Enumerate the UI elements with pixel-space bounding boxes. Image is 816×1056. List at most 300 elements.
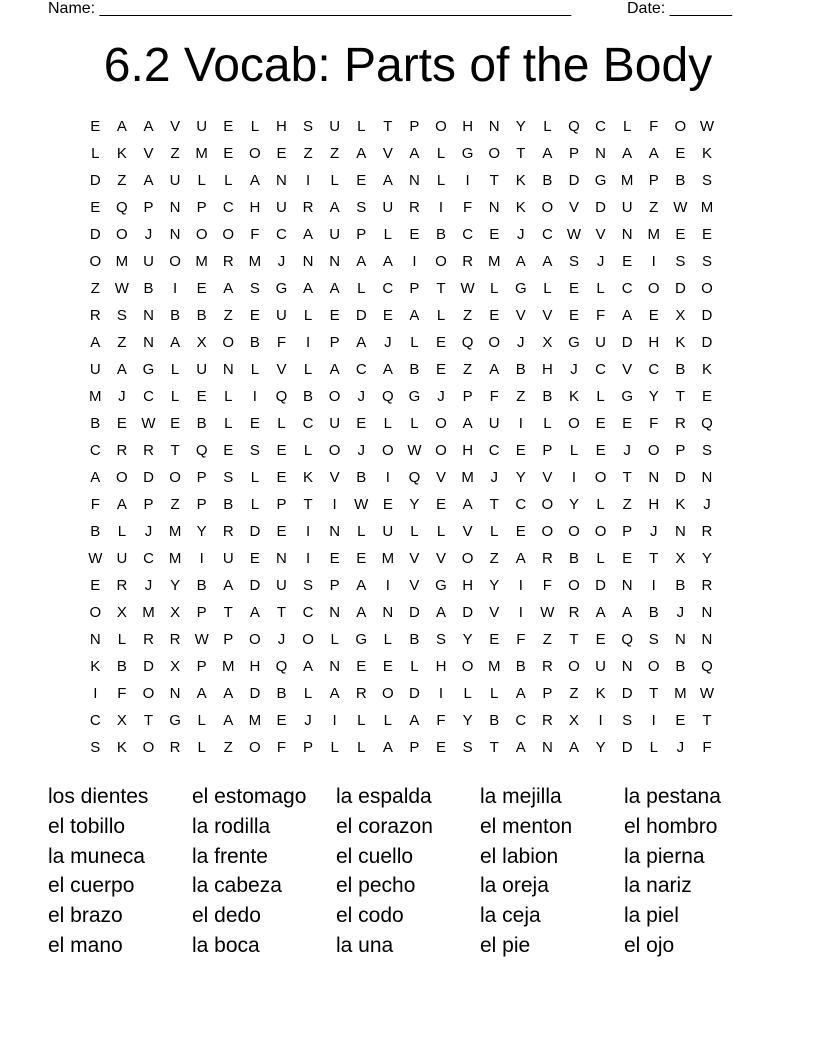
grid-letter: L — [436, 172, 446, 189]
word-bank-item: la muneca — [48, 844, 145, 868]
grid-letter: P — [329, 577, 340, 594]
grid-letter: N — [674, 631, 686, 648]
grid-letter: Y — [409, 496, 420, 513]
grid-letter: A — [223, 685, 234, 702]
word-bank-item: la oreja — [480, 874, 549, 898]
grid-letter: D — [143, 469, 154, 486]
grid-letter: I — [305, 523, 311, 540]
word-bank-item: el mano — [48, 933, 123, 957]
word-bank-item: la espalda — [336, 785, 432, 808]
grid-letter: K — [675, 496, 686, 513]
grid-letter: P — [143, 199, 154, 216]
grid-letter: G — [142, 361, 155, 378]
word-bank-item: la boca — [192, 933, 260, 957]
grid-letter: V — [436, 469, 447, 486]
grid-letter: N — [276, 550, 287, 567]
grid-letter: I — [518, 415, 523, 432]
grid-letter: A — [196, 685, 207, 702]
grid-letter: R — [568, 604, 580, 621]
grid-letter: I — [305, 550, 311, 567]
grid-letter: R — [541, 658, 553, 675]
grid-letter: D — [595, 577, 606, 594]
grid-letter: M — [168, 550, 182, 567]
grid-letter: V — [542, 307, 553, 324]
grid-letter: Z — [117, 172, 127, 189]
word-bank-item: el ojo — [624, 933, 675, 957]
grid-letter: E — [90, 199, 101, 216]
grid-letter: A — [249, 604, 260, 621]
grid-letter: V — [436, 550, 447, 567]
grid-letter: A — [170, 334, 181, 351]
grid-letter: Q — [408, 469, 421, 486]
grid-letter: I — [332, 712, 337, 729]
grid-letter: E — [329, 307, 340, 324]
grid-letter: O — [381, 442, 394, 459]
grid-letter: E — [223, 118, 234, 135]
grid-letter: T — [489, 496, 499, 513]
grid-letter: L — [596, 550, 605, 567]
grid-letter: N — [329, 523, 341, 540]
grid-letter: A — [622, 604, 633, 621]
grid-letter: V — [276, 361, 287, 378]
grid-letter: A — [356, 253, 367, 270]
grid-letter: P — [303, 739, 314, 756]
grid-row — [82, 113, 742, 140]
grid-letter: O — [461, 658, 474, 675]
grid-letter: Y — [462, 631, 473, 648]
grid-letter: D — [621, 334, 633, 351]
grid-letter: A — [223, 712, 234, 729]
grid-letter: M — [700, 199, 714, 216]
grid-letter: X — [196, 334, 207, 351]
grid-letter: A — [515, 550, 526, 567]
grid-letter: O — [674, 118, 687, 135]
grid-letter: V — [409, 577, 420, 594]
grid-letter: A — [303, 658, 314, 675]
grid-letter: G — [435, 577, 447, 594]
grid-letter: L — [117, 523, 127, 540]
grid-letter: M — [487, 253, 501, 270]
grid-letter: H — [462, 577, 474, 594]
grid-letter: A — [356, 577, 367, 594]
grid-letter: Y — [515, 118, 526, 135]
grid-letter: A — [143, 118, 154, 135]
grid-letter: B — [409, 631, 420, 648]
grid-letter: Y — [568, 496, 579, 513]
grid-letter: O — [116, 469, 128, 486]
grid-letter: L — [250, 361, 260, 378]
grid-letter: O — [568, 658, 580, 675]
word-bank-item: el brazo — [48, 904, 123, 928]
grid-letter: F — [276, 334, 287, 351]
word-bank-item: el codo — [336, 904, 404, 928]
grid-letter: D — [409, 685, 420, 702]
grid-letter: L — [197, 172, 206, 189]
grid-letter: T — [649, 685, 659, 702]
grid-letter: L — [436, 145, 446, 162]
grid-letter: C — [143, 388, 154, 405]
grid-letter: W — [407, 442, 422, 459]
grid-letter: I — [518, 604, 523, 621]
grid-letter: L — [543, 415, 552, 432]
grid-letter: S — [701, 442, 712, 459]
grid-letter: M — [142, 604, 155, 621]
grid-letter: O — [249, 739, 261, 756]
grid-letter: M — [674, 685, 687, 702]
grid-letter: E — [595, 631, 606, 648]
grid-row — [82, 734, 742, 761]
grid-letter: L — [170, 388, 180, 405]
grid-letter: K — [515, 199, 526, 216]
grid-letter: S — [303, 118, 314, 135]
grid-letter: L — [383, 712, 392, 729]
grid-letter: A — [116, 118, 127, 135]
grid-letter: C — [488, 442, 500, 459]
grid-letter: C — [89, 442, 101, 459]
grid-letter: N — [488, 118, 500, 135]
grid-letter: O — [222, 334, 235, 351]
grid-letter: O — [249, 631, 261, 648]
grid-letter: V — [622, 361, 633, 378]
grid-letter: S — [116, 307, 127, 324]
page-title: 6.2 Vocab: Parts of the Body — [103, 39, 713, 92]
word-column — [624, 782, 768, 961]
grid-letter: P — [675, 442, 686, 459]
grid-letter: I — [252, 388, 257, 405]
grid-letter: I — [651, 253, 656, 270]
grid-letter: A — [542, 145, 553, 162]
grid-letter: T — [143, 712, 154, 729]
grid-letter: U — [329, 226, 341, 243]
grid-letter: P — [196, 496, 207, 513]
grid-letter: R — [169, 631, 181, 648]
grid-letter: A — [329, 280, 340, 297]
grid-letter: C — [302, 415, 314, 432]
grid-row — [82, 599, 742, 626]
grid-letter: P — [143, 496, 154, 513]
grid-letter: R — [541, 712, 553, 729]
grid-letter: T — [516, 145, 526, 162]
grid-letter: Q — [621, 631, 633, 648]
grid-letter: U — [196, 361, 208, 378]
grid-letter: F — [489, 388, 499, 405]
grid-letter: J — [623, 442, 631, 459]
grid-letter: X — [542, 334, 553, 351]
grid-letter: O — [541, 496, 554, 513]
grid-letter: O — [222, 226, 235, 243]
grid-letter: Q — [701, 658, 713, 675]
grid-letter: L — [596, 280, 605, 297]
grid-letter: T — [622, 469, 632, 486]
grid-letter: F — [117, 685, 127, 702]
grid-letter: E — [595, 442, 606, 459]
grid-letter: D — [89, 226, 101, 243]
grid-letter: Y — [648, 388, 659, 405]
grid-letter: N — [169, 226, 181, 243]
grid-letter: A — [462, 496, 473, 513]
grid-letter: E — [515, 442, 526, 459]
grid-letter: B — [90, 415, 101, 432]
grid-letter: D — [674, 469, 686, 486]
grid-letter: Y — [170, 577, 181, 594]
grid-letter: Q — [195, 442, 208, 459]
grid-letter: E — [196, 388, 207, 405]
grid-letter: C — [595, 118, 606, 135]
grid-letter: I — [93, 685, 98, 702]
grid-letter: E — [90, 577, 101, 594]
grid-letter: T — [489, 739, 499, 756]
grid-letter: A — [409, 307, 420, 324]
grid-letter: S — [90, 739, 101, 756]
grid-letter: Z — [542, 631, 552, 648]
grid-letter: R — [222, 523, 234, 540]
grid-letter: J — [703, 496, 711, 513]
grid-letter: C — [595, 361, 606, 378]
grid-letter: N — [674, 523, 686, 540]
grid-letter: Z — [489, 550, 499, 567]
grid-letter: E — [489, 307, 500, 324]
grid-letter: B — [276, 685, 287, 702]
word-bank-item: el hombro — [624, 814, 718, 838]
grid-letter: R — [89, 307, 101, 324]
grid-letter: E — [568, 307, 579, 324]
word-column — [336, 782, 480, 961]
grid-letter: V — [409, 550, 420, 567]
grid-letter: V — [170, 118, 181, 135]
grid-letter: I — [385, 577, 390, 594]
grid-letter: B — [489, 712, 500, 729]
grid-letter: B — [648, 604, 659, 621]
grid-letter: H — [435, 658, 447, 675]
grid-letter: P — [196, 658, 207, 675]
grid-letter: E — [276, 523, 287, 540]
grid-letter: L — [410, 334, 419, 351]
grid-letter: L — [250, 118, 260, 135]
grid-letter: A — [382, 253, 393, 270]
grid-letter: B — [356, 469, 367, 486]
grid-letter: L — [277, 415, 286, 432]
grid-letter: S — [622, 712, 633, 729]
grid-letter: P — [568, 145, 579, 162]
grid-letter: A — [329, 199, 340, 216]
grid-letter: G — [275, 280, 288, 297]
grid-letter: L — [490, 685, 499, 702]
grid-letter: C — [143, 550, 154, 567]
grid-letter: E — [568, 280, 579, 297]
grid-letter: M — [222, 658, 235, 675]
grid-letter: E — [622, 415, 633, 432]
grid-letter: N — [488, 199, 500, 216]
grid-letter: S — [303, 577, 314, 594]
grid-letter: L — [410, 415, 419, 432]
grid-letter: I — [172, 280, 178, 297]
grid-letter: A — [436, 604, 447, 621]
grid-letter: D — [143, 658, 154, 675]
grid-letter: J — [144, 577, 153, 594]
grid-letter: O — [302, 631, 314, 648]
grid-letter: O — [647, 658, 660, 675]
grid-letter: I — [598, 712, 603, 729]
grid-letter: G — [461, 145, 474, 162]
grid-letter: D — [701, 307, 713, 324]
grid-letter: L — [490, 280, 499, 297]
grid-letter: J — [570, 361, 578, 378]
grid-letter: O — [116, 226, 128, 243]
word-bank-item: la ceja — [480, 904, 541, 928]
grid-letter: I — [199, 550, 204, 567]
grid-letter: B — [568, 550, 579, 567]
grid-letter: V — [329, 469, 340, 486]
grid-letter: N — [222, 361, 234, 378]
grid-letter: B — [409, 361, 420, 378]
grid-letter: C — [541, 226, 553, 243]
grid-letter: M — [168, 523, 182, 540]
grid-letter: O — [568, 577, 580, 594]
grid-letter: O — [541, 523, 554, 540]
word-column — [480, 782, 624, 961]
grid-letter: I — [465, 172, 470, 189]
grid-letter: D — [249, 523, 261, 540]
grid-letter: C — [462, 226, 474, 243]
grid-letter: A — [223, 280, 234, 297]
grid-letter: L — [117, 631, 127, 648]
grid-letter: S — [249, 442, 260, 459]
word-bank-item: la una — [336, 933, 394, 957]
grid-letter: A — [116, 496, 127, 513]
grid-letter: V — [462, 523, 473, 540]
grid-letter: T — [649, 550, 659, 567]
grid-letter: Q — [275, 658, 288, 675]
grid-letter: H — [648, 496, 660, 513]
grid-letter: E — [489, 631, 500, 648]
grid-letter: Q — [568, 118, 580, 135]
grid-letter: W — [699, 118, 715, 135]
grid-letter: L — [410, 523, 419, 540]
grid-letter: R — [169, 739, 181, 756]
grid-letter: F — [250, 226, 260, 243]
word-bank-item: el tobillo — [48, 814, 126, 838]
grid-row — [82, 194, 742, 221]
word-bank-item: los dientes — [48, 785, 149, 808]
grid-letter: P — [622, 523, 633, 540]
grid-letter: J — [277, 631, 286, 648]
grid-row — [82, 491, 742, 518]
grid-letter: O — [568, 415, 580, 432]
grid-letter: M — [381, 550, 395, 567]
grid-letter: W — [141, 415, 156, 432]
grid-letter: U — [169, 172, 181, 189]
grid-letter: L — [569, 442, 579, 459]
grid-letter: O — [647, 442, 660, 459]
grid-letter: J — [676, 739, 685, 756]
grid-letter: T — [276, 604, 287, 621]
word-bank-item: el estomago — [192, 785, 307, 808]
grid-letter: O — [435, 118, 447, 135]
grid-letter: L — [463, 685, 472, 702]
word-bank-item: el dedo — [192, 904, 261, 928]
grid-letter: O — [249, 145, 261, 162]
word-bank-item: la cabeza — [192, 874, 282, 898]
grid-letter: M — [620, 172, 634, 189]
grid-letter: L — [543, 280, 552, 297]
grid-letter: U — [488, 415, 500, 432]
grid-letter: B — [170, 307, 181, 324]
grid-letter: R — [143, 631, 154, 648]
grid-letter: E — [622, 550, 633, 567]
grid-letter: Z — [330, 145, 340, 162]
grid-row — [82, 167, 742, 194]
grid-letter: R — [116, 442, 128, 459]
grid-letter: E — [276, 145, 287, 162]
header — [48, 0, 748, 20]
grid-letter: T — [702, 712, 712, 729]
grid-row — [82, 518, 742, 545]
grid-letter: X — [170, 658, 181, 675]
grid-letter: Z — [569, 685, 579, 702]
grid-letter: P — [196, 199, 207, 216]
grid-letter: Q — [116, 199, 128, 216]
grid-letter: B — [249, 334, 260, 351]
grid-letter: A — [249, 172, 260, 189]
word-bank-item: la pestana — [624, 785, 721, 808]
grid-letter: A — [90, 469, 101, 486]
grid-letter: O — [169, 253, 181, 270]
grid-letter: O — [435, 415, 447, 432]
grid-letter: A — [356, 145, 367, 162]
grid-letter: A — [303, 226, 314, 243]
grid-letter: P — [542, 442, 553, 459]
grid-letter: J — [304, 712, 312, 729]
grid-letter: I — [412, 253, 417, 270]
word-bank-item: el pecho — [336, 874, 416, 898]
grid-letter: A — [382, 361, 393, 378]
grid-letter: A — [489, 361, 500, 378]
grid-letter: K — [116, 739, 127, 756]
word-bank — [48, 782, 768, 961]
grid-letter: E — [489, 226, 500, 243]
grid-letter: B — [675, 577, 686, 594]
grid-letter: L — [303, 685, 313, 702]
word-bank-item: el menton — [480, 814, 573, 838]
grid-letter: W — [114, 280, 129, 297]
grid-row — [82, 680, 742, 707]
grid-letter: A — [568, 739, 579, 756]
grid-letter: U — [382, 523, 394, 540]
grid-letter: L — [436, 523, 446, 540]
grid-letter: E — [701, 226, 712, 243]
grid-letter: K — [568, 388, 579, 405]
grid-letter: O — [195, 226, 208, 243]
grid-letter: C — [515, 712, 527, 729]
grid-letter: C — [355, 361, 367, 378]
grid-letter: E — [436, 739, 447, 756]
grid-letter: E — [170, 415, 181, 432]
grid-letter: L — [623, 118, 632, 135]
grid-letter: L — [224, 172, 233, 189]
grid-letter: D — [621, 739, 633, 756]
grid-letter: B — [542, 172, 553, 189]
grid-letter: A — [595, 604, 606, 621]
grid-letter: K — [595, 685, 606, 702]
grid-letter: A — [409, 712, 420, 729]
grid-letter: C — [222, 199, 234, 216]
grid-letter: A — [409, 145, 420, 162]
grid-letter: H — [541, 361, 553, 378]
grid-letter: N — [329, 658, 341, 675]
grid-letter: O — [142, 739, 155, 756]
grid-letter: W — [540, 604, 555, 621]
grid-letter: S — [462, 739, 473, 756]
